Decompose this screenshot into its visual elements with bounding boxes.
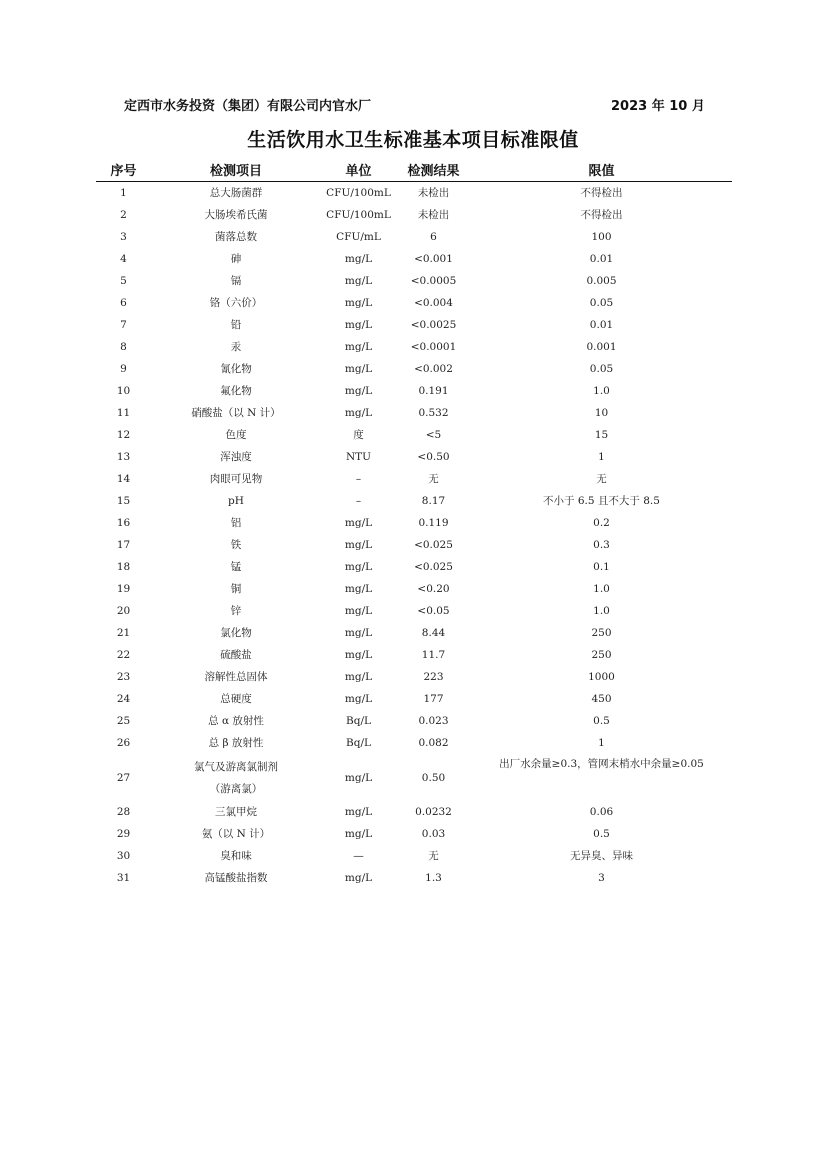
- column-header-item: 检测项目: [151, 158, 321, 182]
- table-row: [96, 336, 732, 358]
- cell-item-line: 氯气及游离氯制剂: [194, 760, 278, 773]
- cell-no: 3: [120, 231, 127, 243]
- cell-item: 铜: [230, 583, 242, 595]
- table-row: [96, 380, 732, 402]
- cell-result: 177: [423, 693, 444, 705]
- cell-no: 2: [120, 209, 127, 221]
- cell-no: 14: [116, 473, 131, 485]
- table-row: [96, 754, 732, 801]
- cell-unit: mg/L: [344, 583, 373, 595]
- table-row: [96, 314, 732, 336]
- cell-item: 锌: [230, 605, 242, 617]
- cell-no: 25: [116, 715, 131, 727]
- cell-no: 19: [116, 583, 131, 595]
- cell-item: 溶解性总固体: [204, 671, 268, 683]
- cell-limit: 不得检出: [580, 187, 623, 199]
- cell-item: 铅: [230, 319, 242, 331]
- cell-unit: mg/L: [344, 319, 373, 331]
- cell-unit: NTU: [345, 451, 372, 463]
- cell-unit: mg/L: [344, 539, 373, 551]
- cell-no: 6: [120, 297, 127, 309]
- cell-unit: mg/L: [344, 275, 373, 287]
- cell-limit: 1: [598, 451, 605, 463]
- cell-unit: mg/L: [344, 693, 373, 705]
- cell-no: 4: [120, 253, 127, 265]
- cell-result: <5: [425, 429, 442, 441]
- cell-unit: mg/L: [344, 363, 373, 375]
- cell-item: 氟化物: [220, 385, 252, 397]
- table-header-row: [96, 158, 732, 182]
- cell-item: 铁: [230, 539, 242, 551]
- cell-no: 21: [116, 627, 131, 639]
- table-row: [96, 424, 732, 446]
- cell-result: 0.03: [421, 828, 446, 840]
- cell-item: 氨（以 N 计）: [201, 828, 271, 840]
- cell-no: 1: [120, 187, 127, 199]
- cell-item: 三氯甲烷: [215, 806, 257, 818]
- cell-unit: mg/L: [344, 517, 373, 529]
- cell-item: 总硬度: [220, 693, 252, 705]
- cell-unit: mg/L: [344, 605, 373, 617]
- cell-limit: 0.5: [593, 828, 610, 840]
- cell-result: 1.3: [425, 872, 442, 884]
- cell-result: 8.44: [421, 627, 446, 639]
- table-row: [96, 732, 732, 754]
- cell-item: 浑浊度: [220, 451, 252, 463]
- table-row: [96, 622, 732, 644]
- cell-limit: 1000: [588, 671, 615, 683]
- cell-unit: mg/L: [344, 297, 373, 309]
- cell-result: 0.0232: [415, 806, 452, 818]
- cell-unit: mg/L: [344, 828, 373, 840]
- cell-result: 无: [428, 473, 439, 485]
- cell-unit: –: [355, 473, 362, 485]
- table-row: [96, 845, 732, 867]
- cell-unit: mg/L: [344, 806, 373, 818]
- cell-limit: 250: [591, 627, 612, 639]
- cell-item-line: （游离氯）: [209, 782, 263, 795]
- cell-result: <0.004: [414, 297, 453, 309]
- cell-limit: 1: [598, 737, 605, 749]
- cell-result: 223: [423, 671, 444, 683]
- cell-no: 20: [116, 605, 131, 617]
- cell-result: <0.0001: [410, 341, 457, 353]
- table-row: [96, 248, 732, 270]
- table-row: [96, 468, 732, 490]
- table-row: [96, 226, 732, 248]
- cell-unit: CFU/100mL: [326, 187, 391, 199]
- cell-result: 未检出: [417, 209, 450, 221]
- cell-no: 31: [116, 872, 131, 884]
- cell-result: <0.50: [417, 451, 450, 463]
- cell-limit: 0.2: [593, 517, 610, 529]
- cell-limit: 100: [591, 231, 612, 243]
- column-header-result: 检测结果: [396, 158, 471, 182]
- cell-limit: 1.0: [593, 605, 610, 617]
- cell-result: 0.082: [418, 737, 449, 749]
- cell-limit: 0.01: [589, 319, 614, 331]
- cell-item: 锰: [230, 561, 242, 573]
- cell-item: 大肠埃希氏菌: [204, 209, 268, 221]
- cell-no: 16: [116, 517, 131, 529]
- cell-item: 总大肠菌群: [209, 187, 263, 199]
- cell-item: 汞: [230, 341, 242, 353]
- cell-result: 6: [430, 231, 437, 243]
- cell-no: 13: [116, 451, 131, 463]
- standard-limits-table: [96, 158, 732, 889]
- cell-item: 总 β 放射性: [208, 737, 264, 749]
- cell-item: 铬（六价）: [209, 297, 263, 309]
- cell-result: 0.50: [421, 771, 446, 784]
- cell-item: 菌落总数: [215, 231, 257, 243]
- column-header-no: 序号: [96, 158, 151, 182]
- cell-unit: mg/L: [344, 649, 373, 661]
- cell-item: 铝: [230, 517, 242, 529]
- table-row: [96, 292, 732, 314]
- cell-no: 27: [116, 771, 131, 784]
- cell-no: 23: [116, 671, 131, 683]
- cell-limit: 0.06: [589, 806, 614, 818]
- cell-no: 9: [120, 363, 127, 375]
- cell-no: 7: [120, 319, 127, 331]
- table-row: [96, 204, 732, 226]
- cell-item: 高锰酸盐指数: [204, 872, 268, 884]
- cell-result: 8.17: [421, 495, 446, 507]
- cell-unit: mg/L: [344, 627, 373, 639]
- cell-limit: 0.005: [586, 275, 617, 287]
- table-row: [96, 600, 732, 622]
- cell-unit: mg/L: [344, 771, 373, 784]
- cell-no: 17: [116, 539, 131, 551]
- cell-unit: —: [353, 850, 364, 862]
- table-row: [96, 644, 732, 666]
- cell-limit: 0.05: [589, 363, 614, 375]
- cell-item: 总 α 放射性: [208, 715, 264, 727]
- cell-limit: 0.001: [586, 341, 617, 353]
- cell-limit: 0.1: [593, 561, 610, 573]
- cell-item: 砷: [230, 253, 242, 265]
- cell-result: 无: [428, 850, 439, 862]
- cell-unit: mg/L: [344, 253, 373, 265]
- table-row: [96, 402, 732, 424]
- cell-no: 26: [116, 737, 131, 749]
- cell-unit: mg/L: [344, 872, 373, 884]
- cell-limit: 0.05: [589, 297, 614, 309]
- column-header-unit: 单位: [321, 158, 396, 182]
- cell-unit: 度: [353, 429, 364, 441]
- table-row: [96, 270, 732, 292]
- table-row: [96, 688, 732, 710]
- cell-result: <0.001: [414, 253, 453, 265]
- column-header-limit: 限值: [471, 158, 732, 182]
- cell-result: <0.0025: [410, 319, 457, 331]
- table-row: [96, 710, 732, 732]
- cell-limit: 不小于 6.5 且不大于 8.5: [543, 495, 660, 507]
- cell-item: [151, 754, 321, 801]
- report-date: 2023 年 10 月: [611, 99, 705, 114]
- table-row: [96, 801, 732, 823]
- cell-item: 肉眼可见物: [209, 473, 263, 485]
- table-body: [96, 182, 732, 890]
- cell-limit: 0.3: [593, 539, 610, 551]
- cell-unit: mg/L: [344, 341, 373, 353]
- cell-limit: 3: [598, 872, 605, 884]
- cell-result: <0.002: [414, 363, 453, 375]
- cell-item: 色度: [225, 429, 247, 441]
- cell-no: 22: [116, 649, 131, 661]
- cell-limit: 无: [596, 473, 607, 485]
- cell-item: 硫酸盐: [220, 649, 252, 661]
- cell-no: 30: [116, 850, 131, 862]
- cell-result: <0.0005: [410, 275, 457, 287]
- cell-limit: 450: [591, 693, 612, 705]
- cell-item: 镉: [230, 275, 242, 287]
- cell-result: 0.119: [418, 517, 449, 529]
- cell-no: 8: [120, 341, 127, 353]
- cell-no: 18: [116, 561, 131, 573]
- cell-result: 未检出: [417, 187, 450, 199]
- cell-no: 11: [116, 407, 131, 419]
- table-row: [96, 578, 732, 600]
- cell-limit: 无异臭、异味: [570, 850, 633, 862]
- table-row: [96, 823, 732, 845]
- table-row: [96, 534, 732, 556]
- cell-result: 0.191: [418, 385, 449, 397]
- cell-item: 氯化物: [220, 627, 252, 639]
- cell-no: 5: [120, 275, 127, 287]
- cell-no: 12: [116, 429, 131, 441]
- cell-unit: CFU/100mL: [326, 209, 391, 221]
- cell-limit: 出厂水余量≥0.3，管网末梢水中余量≥0.05: [499, 758, 704, 770]
- cell-unit: CFU/mL: [336, 231, 381, 243]
- cell-limit: 10: [594, 407, 609, 419]
- cell-result: <0.05: [417, 605, 450, 617]
- table-row: [96, 358, 732, 380]
- cell-limit: 0.01: [589, 253, 614, 265]
- table-row: [96, 446, 732, 468]
- table-row: [96, 490, 732, 512]
- table-row: [96, 666, 732, 688]
- cell-limit: 15: [594, 429, 609, 441]
- cell-item: pH: [228, 495, 244, 507]
- cell-no: 15: [116, 495, 131, 507]
- cell-limit: 1.0: [593, 385, 610, 397]
- cell-unit: mg/L: [344, 407, 373, 419]
- cell-result: 11.7: [421, 649, 446, 661]
- cell-unit: –: [355, 495, 362, 507]
- cell-unit: Bq/L: [346, 715, 371, 727]
- cell-result: <0.025: [414, 539, 453, 551]
- cell-result: <0.20: [417, 583, 450, 595]
- cell-result: 0.023: [418, 715, 449, 727]
- cell-result: <0.025: [414, 561, 453, 573]
- cell-no: 24: [116, 693, 131, 705]
- table-row: [96, 867, 732, 889]
- cell-limit: 250: [591, 649, 612, 661]
- page-title: 生活饮用水卫生标准基本项目标准限值: [247, 129, 579, 151]
- cell-unit: mg/L: [344, 385, 373, 397]
- cell-no: 10: [116, 385, 131, 397]
- table-row: [96, 512, 732, 534]
- cell-item: 硝酸盐（以 N 计）: [191, 407, 281, 419]
- cell-item: 臭和味: [220, 850, 252, 862]
- cell-unit: mg/L: [344, 671, 373, 683]
- cell-no: 29: [116, 828, 131, 840]
- cell-item: 氰化物: [220, 363, 252, 375]
- cell-result: 0.532: [418, 407, 449, 419]
- table-row: [96, 182, 732, 205]
- cell-unit: Bq/L: [346, 737, 371, 749]
- cell-limit: 不得检出: [580, 209, 623, 221]
- cell-no: 28: [116, 806, 131, 818]
- table-row: [96, 556, 732, 578]
- cell-limit: 1.0: [593, 583, 610, 595]
- cell-limit: 0.5: [593, 715, 610, 727]
- cell-unit: mg/L: [344, 561, 373, 573]
- organization-name: 定西市水务投资（集团）有限公司内官水厂: [124, 99, 372, 114]
